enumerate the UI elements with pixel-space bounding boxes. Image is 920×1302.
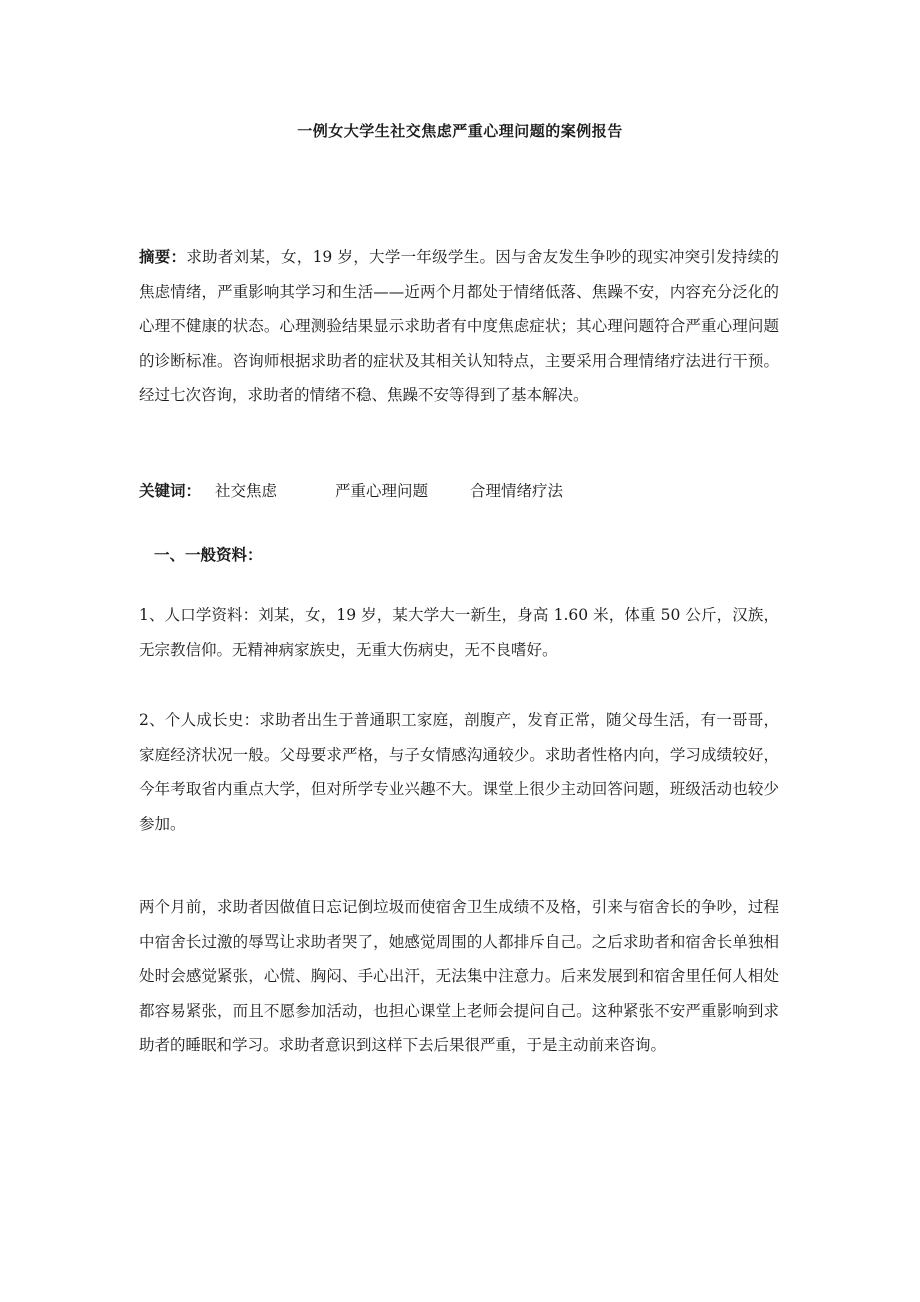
document-title: 一例女大学生社交焦虑严重心理问题的案例报告 (297, 122, 623, 140)
keywords-label: 关键词： (139, 482, 202, 500)
abstract-text: 求助者刘某，女，19 岁，大学一年级学生。因与舍友发生争吵的现实冲突引发持续的焦虑情绪，严重影响其学习和生活——近两个月都处于情绪低落、焦躁不安，内容充分泛化的心理不健康的状态。心理测验结果显示求助者有中度焦虑症状；其心理问题符合严重心理问题的诊断标准。咨询师根据求助者的症状及其相关认知特点，主要采用合理情绪疗法进行干预。经过七次咨询，求助者的情绪不稳、焦躁不安等得到了基本解决。 (139, 248, 779, 404)
abstract-label: 摘要： (139, 248, 187, 266)
section-heading: 一、一般资料： (154, 546, 263, 564)
keyword-item: 严重心理问题 (335, 482, 429, 500)
keywords-line (139, 474, 779, 509)
keyword-item: 社交焦虑 (215, 482, 278, 500)
paragraph-personal-history: 2、个人成长史：求助者出生于普通职工家庭，剖腹产，发育正常，随父母生活，有一哥哥，家庭经济状况一般。父母要求严格，与子女情感沟通较少。求助者性格内向，学习成绩较好，今年考取省内重点大学，但对所学专业兴趣不大。课堂上很少主动回答问题，班级活动也较少参加。 (139, 711, 779, 833)
paragraph-demographics: 1、人口学资料：刘某，女，19 岁，某大学大一新生，身高 1.60 米，体重 50 公斤，汉族，无宗教信仰。无精神病家族史，无重大伤病史，无不良嗜好。 (139, 606, 779, 659)
paragraph-incident: 两个月前，求助者因做值日忘记倒垃圾而使宿舍卫生成绩不及格，引来与宿舍长的争吵，过程中宿舍长过激的辱骂让求助者哭了，她感觉周围的人都排斥自己。之后求助者和宿舍长单独相处时会感觉紧张，心慌、胸闷、手心出汗，无法集中注意力。后来发展到和宿舍里任何人相处都容易紧张，而且不愿参加活动，也担心课堂上老师会提问自己。这种紧张不安严重影响到求助者的睡眠和学习。求助者意识到这样下去后果很严重，于是主动前来咨询。 (139, 898, 779, 1054)
abstract-paragraph (139, 240, 779, 413)
keyword-item: 合理情绪疗法 (470, 482, 564, 500)
